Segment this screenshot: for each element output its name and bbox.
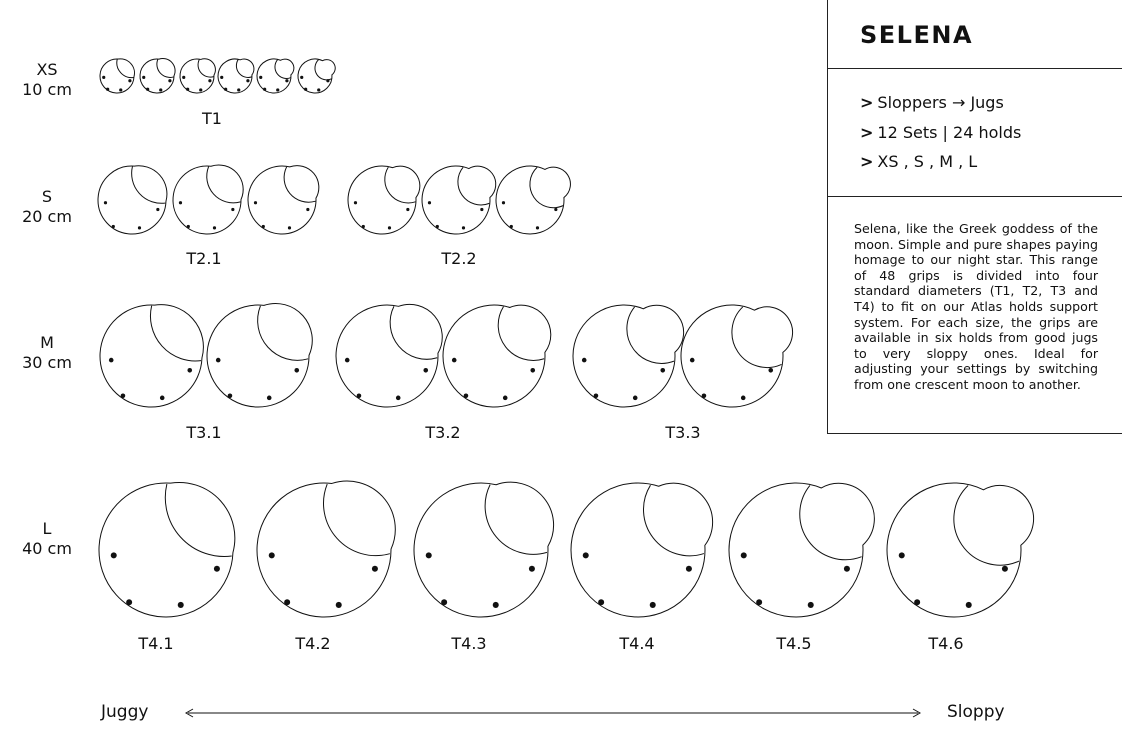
bolt-hole (187, 225, 190, 228)
hold-xs-6 (298, 59, 335, 93)
bolt-hole (109, 358, 114, 363)
bolt-hole (224, 88, 227, 91)
hold-m-5 (573, 305, 684, 407)
bolt-hole (300, 76, 303, 79)
bolt-hole (536, 226, 539, 229)
bolt-hole (1002, 566, 1008, 572)
hold-xs-1 (100, 59, 134, 93)
group-label-t3-2: T3.2 (425, 423, 461, 442)
bolt-hole (436, 225, 439, 228)
bolt-hole (216, 358, 221, 363)
hold-outline (298, 59, 335, 93)
bolt-hole (336, 602, 342, 608)
hold-s-6 (496, 166, 570, 234)
hold-l-6 (887, 483, 1034, 617)
bolt-hole (156, 208, 159, 211)
bolt-hole (187, 368, 192, 373)
bolt-hole (231, 208, 234, 211)
bolt-hole (168, 79, 171, 82)
group-label-t4-2: T4.2 (295, 634, 331, 653)
group-label-t4-1: T4.1 (138, 634, 174, 653)
feature-item: > Sloppers → Jugs (860, 93, 1004, 112)
size-label-l: L 40 cm (22, 519, 72, 558)
bolt-hole (554, 208, 557, 211)
hold-outline (140, 58, 175, 93)
hold-m-4 (443, 305, 551, 407)
hold-m-6 (681, 305, 793, 407)
hold-outline (248, 166, 319, 234)
bolt-hole (686, 566, 692, 572)
hold-outline (496, 166, 570, 234)
bolt-hole (406, 208, 409, 211)
hold-m-3 (336, 304, 442, 407)
bolt-hole (306, 208, 309, 211)
panel-divider-top (828, 68, 1122, 69)
hold-outline (173, 165, 243, 234)
bolt-hole (966, 602, 972, 608)
hold-l-2 (257, 481, 395, 617)
hold-outline (571, 483, 713, 617)
bolt-hole (159, 88, 162, 91)
group-label-t4-6: T4.6 (928, 634, 964, 653)
hold-outline (99, 482, 235, 617)
bolt-hole (462, 226, 465, 229)
bolt-hole (160, 396, 165, 401)
hold-outline (348, 166, 420, 234)
bolt-hole (199, 88, 202, 91)
hold-outline (887, 483, 1034, 617)
hold-s-3 (248, 166, 319, 234)
bolt-hole (269, 552, 275, 558)
bolt-hole (464, 393, 469, 398)
hold-outline (681, 305, 793, 407)
bolt-hole (213, 226, 216, 229)
hold-outline (336, 304, 442, 407)
brand-title: SELENA (860, 21, 974, 49)
bolt-hole (345, 358, 350, 363)
hold-s-1 (98, 166, 167, 234)
bolt-hole (262, 225, 265, 228)
bolt-hole (428, 201, 431, 204)
bolt-hole (650, 602, 656, 608)
bolt-hole (186, 88, 189, 91)
bolt-hole (208, 79, 211, 82)
bolt-hole (228, 393, 233, 398)
bolt-hole (480, 208, 483, 211)
bolt-hole (246, 79, 249, 82)
bolt-hole (741, 396, 746, 401)
group-label-t2-1: T2.1 (186, 249, 222, 268)
bolt-hole (263, 88, 266, 91)
axis-label-sloppy: Sloppy (947, 702, 1005, 722)
bolt-hole (294, 368, 299, 373)
hold-xs-3 (180, 59, 215, 93)
hold-outline (98, 166, 167, 234)
bolt-hole (388, 226, 391, 229)
bolt-hole (254, 201, 257, 204)
bolt-hole (106, 88, 109, 91)
bolt-hole (372, 566, 378, 572)
bolt-hole (899, 552, 905, 558)
group-label-t1: T1 (202, 109, 222, 128)
group-label-t2-2: T2.2 (441, 249, 477, 268)
bolt-hole (396, 396, 401, 401)
bolt-hole (354, 201, 357, 204)
hold-outline (257, 481, 395, 617)
bolt-hole (844, 566, 850, 572)
bullet-icon: > (860, 123, 874, 142)
bolt-hole (529, 566, 535, 572)
bolt-hole (503, 396, 508, 401)
bolt-hole (267, 396, 272, 401)
hold-outline (729, 483, 874, 617)
bolt-hole (220, 76, 223, 79)
bolt-hole (756, 599, 762, 605)
hold-m-2 (207, 303, 312, 407)
hold-s-2 (173, 165, 243, 234)
panel-divider-bottom (828, 196, 1122, 197)
bolt-hole (808, 602, 814, 608)
bolt-hole (326, 79, 329, 82)
hold-l-5 (729, 483, 874, 617)
hold-outline (207, 303, 312, 407)
bolt-hole (452, 358, 457, 363)
bolt-hole (582, 358, 587, 363)
bolt-hole (583, 552, 589, 558)
size-label-m: M 30 cm (22, 333, 72, 372)
bolt-hole (276, 88, 279, 91)
group-label-t3-1: T3.1 (186, 423, 222, 442)
bolt-hole (182, 76, 185, 79)
axis-label-juggy: Juggy (101, 702, 149, 722)
bolt-hole (362, 225, 365, 228)
bullet-icon: > (860, 152, 874, 171)
feature-item: > XS , S , M , L (860, 152, 978, 171)
group-label-t3-3: T3.3 (665, 423, 701, 442)
bolt-hole (126, 599, 132, 605)
feature-item: > 12 Sets | 24 holds (860, 123, 1022, 142)
bolt-hole (214, 566, 220, 572)
bolt-hole (102, 76, 105, 79)
bolt-hole (284, 599, 290, 605)
bolt-hole (111, 552, 117, 558)
hold-l-4 (571, 483, 713, 617)
bolt-hole (179, 201, 182, 204)
bolt-hole (702, 393, 707, 398)
bolt-hole (128, 79, 131, 82)
bolt-hole (598, 599, 604, 605)
bolt-hole (741, 552, 747, 558)
bolt-hole (142, 76, 145, 79)
bolt-hole (104, 201, 107, 204)
bolt-hole (423, 368, 428, 373)
panel-description: Selena, like the Greek goddess of the moon. Simple and pure shapes paying homage to our night star. This range of 48 grips is divided into four standard diameters (T1, T2, T3 and T4) to fit on our Atlas holds support system. For each size, the grips are available in six holds from good jugs to very sloppy ones. Ideal for adjusting your settings by switching from one crescent moon to another. (854, 221, 1098, 392)
group-label-t4-4: T4.4 (619, 634, 655, 653)
bolt-hole (304, 88, 307, 91)
hold-l-3 (414, 482, 554, 617)
hold-outline (100, 305, 203, 407)
bolt-hole (178, 602, 184, 608)
bullet-icon: > (860, 93, 874, 112)
bolt-hole (768, 368, 773, 373)
bolt-hole (146, 88, 149, 91)
hold-xs-2 (140, 58, 175, 93)
hold-l-1 (99, 482, 235, 617)
bolt-hole (119, 88, 122, 91)
bolt-hole (317, 88, 320, 91)
bolt-hole (502, 201, 505, 204)
bolt-hole (357, 393, 362, 398)
bolt-hole (914, 599, 920, 605)
hold-s-5 (422, 166, 496, 234)
hold-xs-4 (218, 59, 254, 93)
size-label-s: S 20 cm (22, 187, 72, 226)
hold-s-4 (348, 166, 420, 234)
hold-xs-5 (257, 59, 294, 93)
hold-m-1 (100, 305, 203, 407)
bolt-hole (690, 358, 695, 363)
bolt-hole (285, 79, 288, 82)
bolt-hole (112, 225, 115, 228)
bolt-hole (510, 225, 513, 228)
bolt-hole (633, 396, 638, 401)
bolt-hole (121, 393, 126, 398)
hold-outline (414, 482, 554, 617)
bolt-hole (441, 599, 447, 605)
bolt-hole (259, 76, 262, 79)
bolt-hole (288, 226, 291, 229)
group-label-t4-5: T4.5 (776, 634, 812, 653)
hold-outline (443, 305, 551, 407)
bolt-hole (493, 602, 499, 608)
bolt-hole (594, 393, 599, 398)
bolt-hole (530, 368, 535, 373)
bolt-hole (426, 552, 432, 558)
group-label-t4-3: T4.3 (451, 634, 487, 653)
bolt-hole (660, 368, 665, 373)
bolt-hole (138, 226, 141, 229)
bolt-hole (237, 88, 240, 91)
info-panel (827, 0, 1122, 434)
size-label-xs: XS 10 cm (22, 60, 72, 99)
